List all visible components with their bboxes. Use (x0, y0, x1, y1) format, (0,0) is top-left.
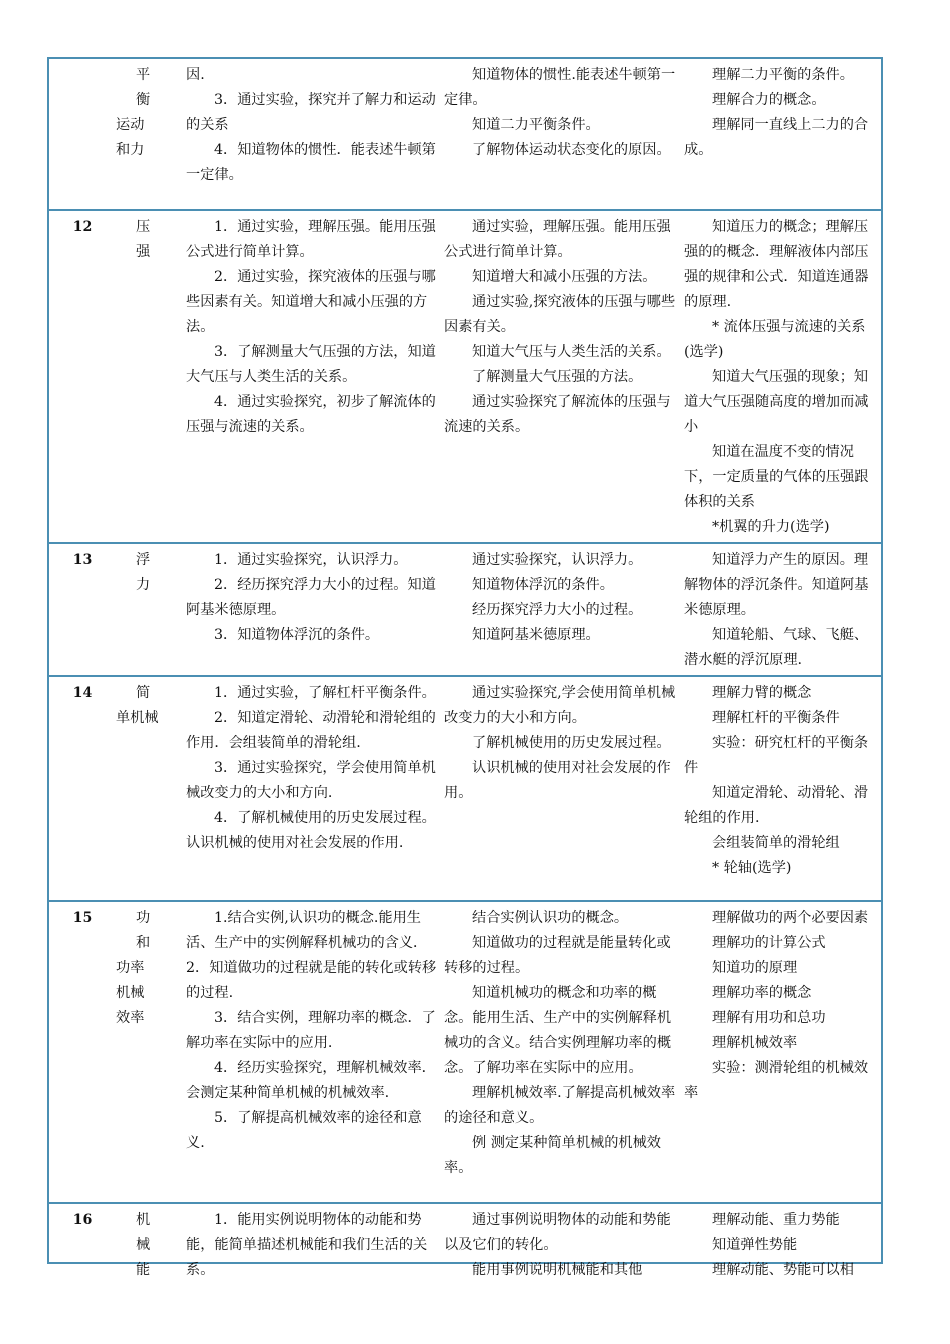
cell-paragraph: *机翼的升力(选学) (712, 519, 830, 535)
cell-paragraph: 理解机械效率 (712, 1035, 798, 1051)
topic-cell (111, 543, 183, 676)
col3-cell (183, 1203, 441, 1285)
col4-cell (441, 676, 681, 901)
topic-text: 机 (136, 1212, 151, 1228)
cell-paragraph: 通过实验探究，认识浮力。 (472, 552, 643, 568)
cell-paragraph: 知道大气压与人类生活的关系。 (472, 344, 671, 360)
cell-paragraph: 3．知道物体浮沉的条件。 (214, 627, 380, 643)
topic-text: 浮 (136, 552, 151, 568)
topic-text: 单机械 (116, 710, 159, 726)
row-number: 14 (49, 676, 111, 901)
table-row (49, 210, 881, 543)
cell-paragraph: 理解做功的两个必要因素 (712, 910, 869, 926)
cell-paragraph: 4．知道物体的惯性．能表述牛顿第一定律。 (186, 142, 436, 183)
col5-cell (681, 59, 881, 210)
topic-text: 功率 (116, 960, 145, 976)
cell-paragraph: 了解测量大气压强的方法。 (472, 369, 643, 385)
cell-paragraph: 理解有用功和总功 (712, 1010, 826, 1026)
row-number: 15 (49, 901, 111, 1203)
cell-paragraph: 4．了解机械使用的历史发展过程。认识机械的使用对社会发展的作用. (186, 810, 436, 851)
cell-paragraph: 知道在温度不变的情况下，一定质量的气体的压强跟体积的关系 (684, 444, 869, 510)
cell-paragraph: 3．结合实例，理解功率的概念．了解功率在实际中的应用. (186, 1010, 436, 1051)
cell-paragraph: 了解机械使用的历史发展过程。 (472, 735, 671, 751)
topic-text: 运动 (116, 117, 145, 133)
topic-text: 压 (136, 219, 151, 235)
cell-paragraph: 通过实验，理解压强。能用压强公式进行简单计算。 (444, 219, 671, 260)
cell-paragraph: 知道物体浮沉的条件。 (472, 577, 614, 593)
cell-paragraph: * 轮轴(选学) (712, 860, 792, 876)
cell-paragraph: 理解力臂的概念 (712, 685, 812, 701)
topic-text: 能 (136, 1262, 151, 1278)
cell-paragraph: 例 测定某种简单机械的机械效率。 (444, 1135, 661, 1176)
table-row (49, 59, 881, 210)
cell-paragraph: 了解物体运动状态变化的原因。 (472, 142, 671, 158)
row-number (49, 59, 111, 210)
col5-cell (681, 210, 881, 543)
table-row (49, 543, 881, 676)
table-row (49, 1203, 881, 1285)
cell-paragraph: 知道弹性势能 (712, 1237, 798, 1253)
col4-cell (441, 59, 681, 210)
cell-paragraph: 1．通过实验，理解压强。能用压强公式进行简单计算。 (186, 219, 436, 260)
cell-paragraph: 知道定滑轮、动滑轮、滑轮组的作用. (684, 785, 869, 826)
cell-paragraph: 因. (186, 67, 205, 83)
topic-cell (111, 1203, 183, 1285)
cell-paragraph: 通过实验,探究液体的压强与哪些因素有关。 (444, 294, 676, 335)
cell-paragraph: 知道物体的惯性.能表述牛顿第一定律。 (444, 67, 676, 108)
document-table-frame (47, 57, 883, 1278)
cell-paragraph: 5．了解提高机械效率的途径和意义. (186, 1110, 422, 1151)
col3-cell (183, 210, 441, 543)
col3-cell (183, 543, 441, 676)
cell-paragraph: 理解同一直线上二力的合成。 (684, 117, 869, 158)
row-number: 13 (49, 543, 111, 676)
topic-text: 和力 (116, 142, 145, 158)
cell-paragraph: 知道大气压强的现象；知道大气压强随高度的增加而减小 (684, 369, 869, 435)
cell-paragraph: 认识机械的使用对社会发展的作用。 (444, 760, 671, 801)
col4-cell (441, 543, 681, 676)
cell-paragraph: 经历探究浮力大小的过程。 (472, 602, 643, 618)
topic-text: 力 (136, 577, 151, 593)
cell-paragraph: 通过实验探究,学会使用简单机械改变力的大小和方向。 (444, 685, 676, 726)
cell-paragraph: 通过实验探究了解流体的压强与流速的关系。 (444, 394, 671, 435)
col3-cell (183, 676, 441, 901)
table-row (49, 676, 881, 901)
topic-text: 和 (136, 935, 151, 951)
cell-paragraph: 知道阿基米德原理。 (472, 627, 600, 643)
col5-cell (681, 1203, 881, 1285)
cell-paragraph: 2．知道定滑轮、动滑轮和滑轮组的作用．会组装简单的滑轮组. (186, 710, 436, 751)
topic-cell (111, 210, 183, 543)
topic-cell (111, 676, 183, 901)
cell-paragraph: * 流体压强与流速的关系(选学) (684, 319, 866, 360)
cell-paragraph: 知道增大和减小压强的方法。 (472, 269, 657, 285)
cell-paragraph: 理解功率的概念 (712, 985, 812, 1001)
col4-cell (441, 901, 681, 1203)
topic-text: 平 (136, 67, 151, 83)
cell-paragraph: 1．通过实验探究，认识浮力。 (214, 552, 408, 568)
cell-paragraph: 理解动能、势能可以相 (712, 1262, 854, 1278)
cell-paragraph: 通过事例说明物体的动能和势能以及它们的转化。 (444, 1212, 671, 1253)
col5-cell (681, 901, 881, 1203)
col4-cell (441, 210, 681, 543)
row-number: 16 (49, 1203, 111, 1285)
cell-paragraph: 会组装简单的滑轮组 (712, 835, 840, 851)
cell-paragraph: 知道压力的概念；理解压强的的概念．理解液体内部压强的规律和公式．知道连通器的原理. (684, 219, 869, 310)
table-row (49, 901, 881, 1203)
cell-paragraph: 理解机械效率.了解提高机械效率的途径和意义。 (444, 1085, 676, 1126)
cell-paragraph: 理解二力平衡的条件。 (712, 67, 854, 83)
topic-cell (111, 901, 183, 1203)
cell-paragraph: 知道功的原理 (712, 960, 798, 976)
cell-paragraph: 3．通过实验探究，学会使用简单机械改变力的大小和方向. (186, 760, 436, 801)
cell-paragraph: 知道做功的过程就是能量转化或转移的过程。 (444, 935, 671, 976)
cell-paragraph: 实验：研究杠杆的平衡条件 (684, 735, 869, 776)
topic-cell (111, 59, 183, 210)
cell-paragraph: 2．经历探究浮力大小的过程。知道阿基米德原理。 (186, 577, 436, 618)
physics-standards-table (49, 59, 881, 1285)
cell-paragraph: 2．通过实验，探究液体的压强与哪些因素有关。知道增大和减小压强的方法。 (186, 269, 436, 335)
cell-paragraph: 1．能用实例说明物体的动能和势能，能简单描述机械能和我们生活的关系。 (186, 1212, 428, 1278)
cell-paragraph: 知道浮力产生的原因。理解物体的浮沉条件。知道阿基米德原理。 (684, 552, 869, 618)
cell-paragraph: 3．通过实验，探究并了解力和运动的关系 (186, 92, 436, 133)
cell-paragraph: 理解合力的概念。 (712, 92, 826, 108)
cell-paragraph: 理解动能、重力势能 (712, 1212, 840, 1228)
cell-paragraph: 3．了解测量大气压强的方法，知道大气压与人类生活的关系。 (186, 344, 436, 385)
cell-paragraph: 实验：测滑轮组的机械效率 (684, 1060, 869, 1101)
topic-text: 效率 (116, 1010, 145, 1026)
cell-paragraph: 知道二力平衡条件。 (472, 117, 600, 133)
col4-cell (441, 1203, 681, 1285)
topic-text: 机械 (116, 985, 145, 1001)
topic-text: 简 (136, 685, 151, 701)
cell-paragraph: 1.结合实例,认识功的概念.能用生活、生产中的实例解释机械功的含义．2．知道做功的过程就是能的转化或转移的过程. (186, 910, 437, 1001)
cell-paragraph: 理解功的计算公式 (712, 935, 826, 951)
topic-text: 功 (136, 910, 151, 926)
cell-paragraph: 4．通过实验探究，初步了解流体的压强与流速的关系。 (186, 394, 436, 435)
cell-paragraph: 知道轮船、气球、飞艇、潜水艇的浮沉原理. (684, 627, 869, 668)
cell-paragraph: 知道机械功的概念和功率的概念。能用生活、生产中的实例解释机械功的含义。结合实例理解功率的概念。了解功率在实际中的应用。 (444, 985, 672, 1076)
row-number: 12 (49, 210, 111, 543)
topic-text: 强 (136, 244, 151, 260)
cell-paragraph: 理解杠杆的平衡条件 (712, 710, 840, 726)
col3-cell (183, 901, 441, 1203)
cell-paragraph: 1．通过实验，了解杠杆平衡条件。 (214, 685, 436, 701)
col5-cell (681, 676, 881, 901)
cell-paragraph: 能用事例说明机械能和其他 (472, 1262, 643, 1278)
cell-paragraph: 4．经历实验探究，理解机械效率．会测定某种简单机械的机械效率. (186, 1060, 436, 1101)
topic-text: 械 (136, 1237, 151, 1253)
cell-paragraph: 结合实例认识功的概念。 (472, 910, 629, 926)
col3-cell (183, 59, 441, 210)
topic-text: 衡 (136, 92, 151, 108)
col5-cell (681, 543, 881, 676)
